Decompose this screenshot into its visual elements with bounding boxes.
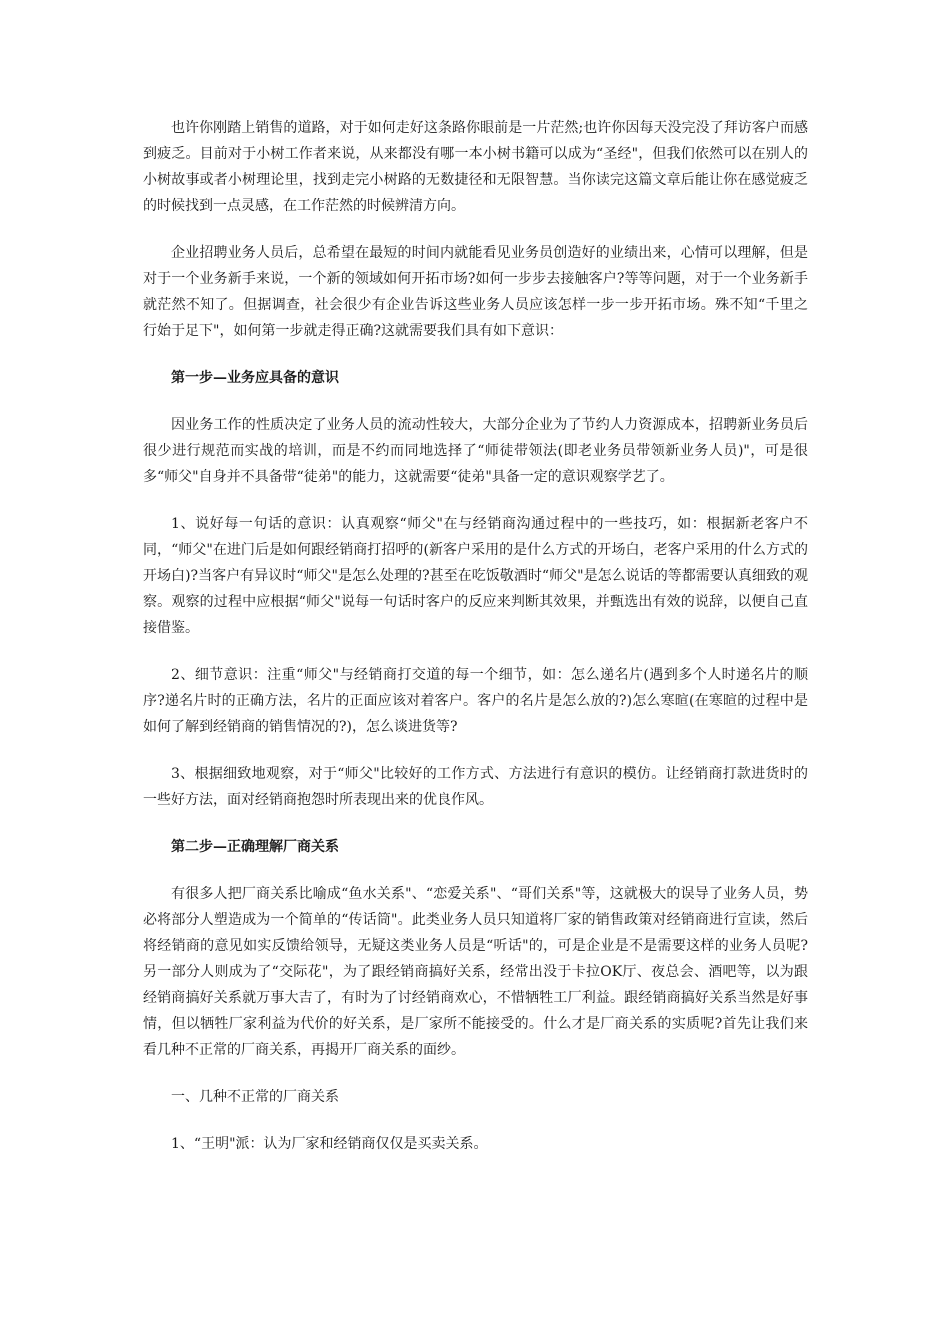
section-heading-step-two: 第二步—正确理解厂商关系 xyxy=(171,839,339,855)
point-imitation: 3、根据细致地观察，对于“师父"比较好的工作方式、方法进行有意识的模仿。让经销商打款进货时的一些好方法，面对经销商抱怨时所表现出来的优良作风。 xyxy=(143,766,808,808)
subsection-heading: 一、几种不正常的厂商关系 xyxy=(171,1089,339,1105)
point-speech-awareness: 1、说好每一句话的意识：认真观察“师父"在与经销商沟通过程中的一些技巧，如：根据新老客户不同，“师父"在进门后是如何跟经销商打招呼的(新客户采用的是什么方式的开场白，老客户采用的什么方式的开场白)?当客户有异议时“师父"是怎么处理的?甚至在吃饭敬酒时“师父"是怎么说话的等都需要认真细致的观察。观察的过程中应根据“师父"说每一句话时客户的反应来判断其效果，并甄选出有效的说辞，以便自己直接借鉴。 xyxy=(143,516,808,636)
list-item-wangming: 1、“王明"派：认为厂家和经销商仅仅是买卖关系。 xyxy=(171,1136,488,1152)
relationship-paragraph: 有很多人把厂商关系比喻成“鱼水关系"、“恋爱关系"、“哥们关系"等，这就极大的误导了业务人员，势必将部分人塑造成为一个简单的“传话筒"。此类业务人员只知道将厂家的销售政策对经销商进行宣读，然后将经销商的意见如实反馈给领导，无疑这类业务人员是“听话"的，可是企业是不是需要这样的业务人员呢?另一部分人则成为了“交际花"，为了跟经销商搞好关系，经常出没于卡拉OK厅、夜总会、酒吧等，以为跟经销商搞好关系就万事大吉了，有时为了讨经销商欢心，不惜牺牲工厂利益。跟经销商搞好关系当然是好事情，但以牺牲厂家利益为代价的好关系，是厂家所不能接受的。什么才是厂商关系的实质呢?首先让我们来看几种不正常的厂商关系，再揭开厂商关系的面纱。 xyxy=(143,886,808,1058)
section-heading-step-one: 第一步—业务应具备的意识 xyxy=(171,370,339,386)
mentor-paragraph: 因业务工作的性质决定了业务人员的流动性较大，大部分企业为了节约人力资源成本，招聘新业务员后很少进行规范而实战的培训，而是不约而同地选择了“师徒带领法(即老业务员带领新业务人员)"，可是很多“师父"自身并不具备带“徒弟"的能力，这就需要“徒弟"具备一定的意识观察学艺了。 xyxy=(143,417,808,485)
point-detail-awareness: 2、细节意识：注重“师父"与经销商打交道的每一个细节，如：怎么递名片(遇到多个人时递名片的顺序?递名片时的正确方法，名片的正面应该对着客户。客户的名片是怎么放的?)怎么寒暄(在寒暄的过程中是如何了解到经销商的销售情况的?)，怎么谈进货等? xyxy=(143,667,808,735)
recruitment-paragraph: 企业招聘业务人员后，总希望在最短的时间内就能看见业务员创造好的业绩出来，心情可以理解，但是对于一个业务新手来说，一个新的领域如何开拓市场?如何一步步去接触客户?等等问题，对于一个业务新手就茫然不知了。但据调查，社会很少有企业告诉这些业务人员应该怎样一步一步开拓市场。殊不知“千里之行始于足下"，如何第一步就走得正确?这就需要我们具有如下意识： xyxy=(143,245,808,339)
document-body xyxy=(143,115,808,1178)
intro-paragraph: 也许你刚踏上销售的道路，对于如何走好这条路你眼前是一片茫然;也许你因每天没完没了拜访客户而感到疲乏。目前对于小树工作者来说，从来都没有哪一本小树书籍可以成为“圣经"，但我们依然可以在别人的小树故事或者小树理论里，找到走完小树路的无数捷径和无限智慧。当你读完这篇文章后能让你在感觉疲乏的时候找到一点灵感，在工作茫然的时候辨清方向。 xyxy=(143,120,808,214)
